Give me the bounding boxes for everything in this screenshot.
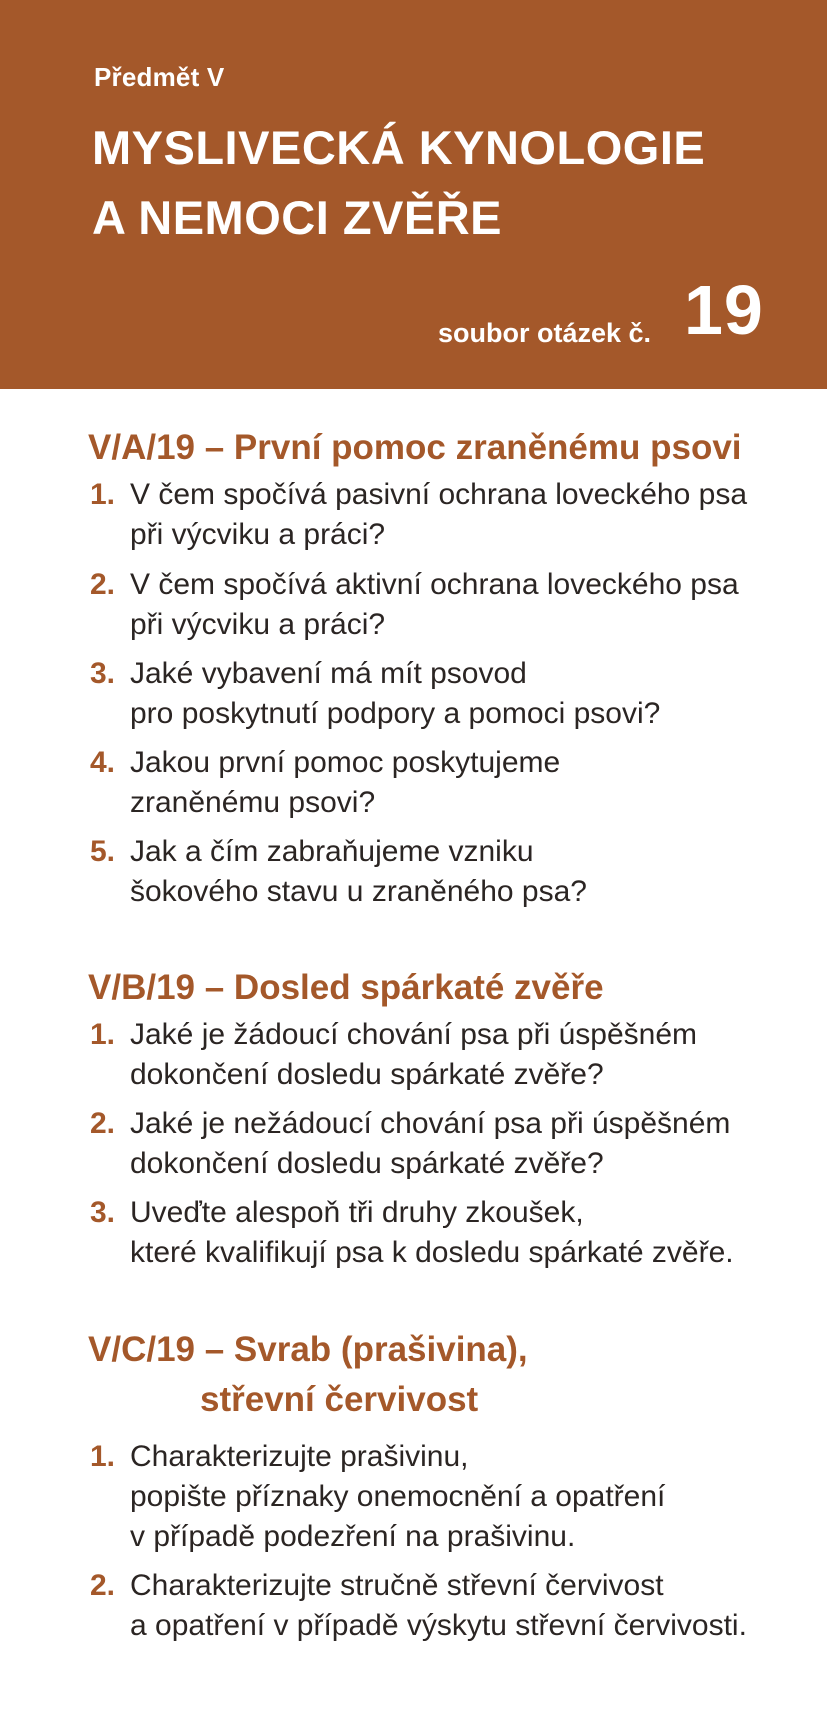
section-c-question-2 [90,1566,747,1646]
section-c-question-1 [90,1437,665,1557]
question-text: Jaké je žádoucí chování psa při úspěšném [130,1018,697,1051]
question-text: které kvalifikují psa k dosledu spárkaté zvěře. [130,1236,734,1269]
section-a-question-5 [90,832,587,912]
section-b-question-2 [90,1104,730,1184]
question-text: a opatření v případě výskytu střevní červivosti. [130,1609,747,1642]
question-text: v případě podezření na prašivinu. [130,1520,576,1553]
question-text: V čem spočívá aktivní ochrana loveckého psa [130,568,739,601]
question-text: Jakou první pomoc poskytujeme [130,746,561,779]
question-number: 2. [90,1107,116,1140]
question-text: dokončení dosledu spárkaté zvěře? [130,1147,604,1180]
title-line-2: A NEMOCI ZVĚŘE [92,191,503,244]
question-text: při výcviku a práci? [130,608,386,641]
header-band [0,0,827,389]
question-text: pro poskytnutí podpory a pomoci psovi? [130,697,661,730]
section-c-title: V/C/19 – Svrab (prašivina), [88,1330,528,1369]
question-set-number: 19 [684,271,764,349]
title-line-1: MYSLIVECKÁ KYNOLOGIE [92,121,706,174]
question-number: 1. [90,1440,116,1473]
question-set-label: soubor otázek č. [438,318,652,348]
question-number: 4. [90,746,116,779]
question-text: dokončení dosledu spárkaté zvěře? [130,1058,604,1091]
question-text: šokového stavu u zraněného psa? [130,875,587,908]
question-number: 2. [90,1569,116,1602]
question-number: 1. [90,478,116,511]
question-text: Jak a čím zabraňujeme vzniku [130,835,534,868]
question-text: při výcviku a práci? [130,518,386,551]
section-b-title: V/B/19 – Dosled spárkaté zvěře [88,968,604,1007]
question-text: Charakterizujte stručně střevní červivost [130,1569,664,1602]
question-text: V čem spočívá pasivní ochrana loveckého psa [130,478,748,511]
section-a-title: V/A/19 – První pomoc zraněnému psovi [88,428,742,467]
question-number: 3. [90,657,116,690]
subject-label: Předmět V [94,62,225,92]
question-number: 5. [90,835,116,868]
question-text: Jaké vybavení má mít psovod [130,657,527,690]
question-text: zraněnému psovi? [130,786,376,819]
section-a-question-3 [90,654,660,734]
question-text: Uveďte alespoň tři druhy zkoušek, [130,1196,584,1229]
section-b-question-1 [90,1015,697,1095]
question-text: Jaké je nežádoucí chování psa při úspěšném [130,1107,731,1140]
section-b-question-3 [90,1193,734,1273]
question-number: 2. [90,568,116,601]
question-number: 1. [90,1018,116,1051]
section-a-question-2 [90,565,739,645]
question-number: 3. [90,1196,116,1229]
question-text: popište příznaky onemocnění a opatření [130,1480,666,1513]
section-a-question-1 [90,475,747,555]
section-a-question-4 [90,743,560,823]
question-text: Charakterizujte prašivinu, [130,1440,469,1473]
section-c-title-line-2: střevní červivost [200,1380,479,1419]
